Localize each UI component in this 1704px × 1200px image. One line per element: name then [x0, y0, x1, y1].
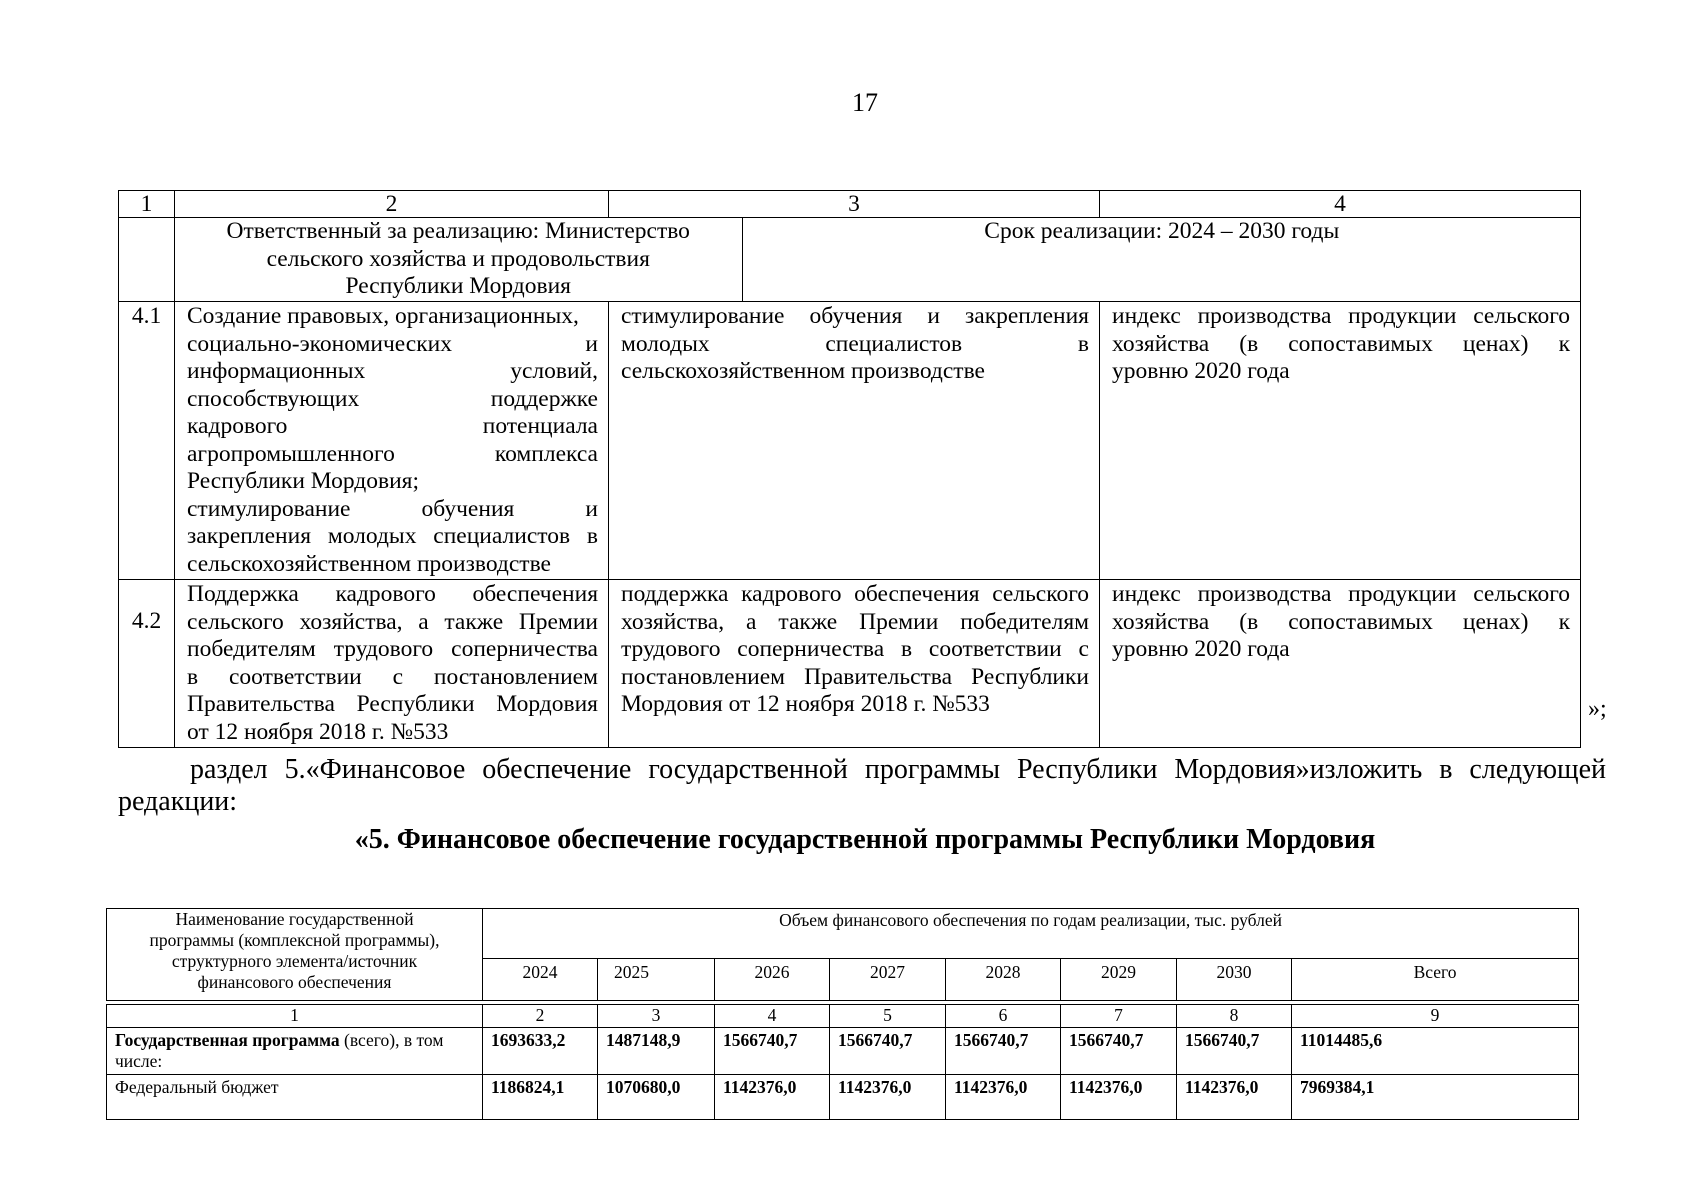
table-row: [107, 1075, 1579, 1120]
task-cell: [175, 302, 609, 580]
column-number-row: [107, 1005, 1579, 1028]
column-number: 9: [1292, 1005, 1579, 1028]
responsible-executor: [175, 218, 742, 301]
header-line: финансового обеспечения: [197, 972, 392, 992]
year-cell: 2025: [598, 959, 715, 1001]
responsible-line: Республики Мордовия: [345, 273, 571, 299]
task-line: социально-экономических и: [187, 330, 598, 357]
indicator-line: хозяйства (в сопоставимых ценах) к: [1112, 330, 1570, 357]
value-cell: 1142376,0: [1177, 1075, 1292, 1120]
value-cell: 1693633,2: [483, 1028, 598, 1075]
value-cell: 1566740,7: [715, 1028, 830, 1075]
year-cell: 2030: [1177, 959, 1292, 1001]
task-line: Правительства Республики Мордовия: [187, 691, 598, 717]
value-cell: 1566740,7: [1177, 1028, 1292, 1075]
task-line: Поддержка кадрового обеспечения: [187, 581, 598, 607]
total-cell: 11014485,6: [1292, 1028, 1579, 1075]
column-number: 8: [1177, 1005, 1292, 1028]
responsible-line: сельского хозяйства и продовольствия: [266, 245, 650, 272]
indicator-line: уровню 2020 года: [1112, 358, 1290, 384]
year-cell: 2024: [483, 959, 598, 1001]
column-number: 5: [830, 1005, 946, 1028]
task-line: сельскохозяйственном производстве: [187, 550, 551, 577]
table-header-row: [107, 909, 1579, 959]
total-header: Всего: [1292, 959, 1579, 1001]
row-label: [107, 1028, 483, 1075]
header-cell: 4: [1100, 191, 1581, 218]
row-number: 4.1: [119, 302, 175, 580]
row-number: 4.2: [119, 580, 175, 748]
result-cell: [609, 302, 1100, 580]
total-cell: 7969384,1: [1292, 1075, 1579, 1120]
table-row: [107, 1028, 1579, 1075]
value-cell: 1566740,7: [830, 1028, 946, 1075]
task-line: информационных условий,: [187, 358, 598, 384]
task-line: Республики Мордовия;: [187, 468, 419, 494]
table-row: [119, 302, 1581, 580]
table-row: [119, 580, 1581, 748]
value-cell: 1566740,7: [946, 1028, 1061, 1075]
section-title: «5. Финансовое обеспечение государственной программы Республики Мордовия: [354, 824, 1376, 855]
financing-table: [106, 908, 1579, 1120]
page-number: 17: [852, 88, 878, 117]
column-number: 3: [598, 1005, 715, 1028]
paragraph-line: раздел 5.«Финансовое обеспечение государственной программы Республики Мордовия»изложить в следующей: [190, 754, 1606, 785]
indicator-line: хозяйства (в сопоставимых ценах) к: [1112, 608, 1570, 635]
value-cell: 1142376,0: [946, 1075, 1061, 1120]
row-label-rest: (всего), в том числе:: [115, 1030, 444, 1071]
empty-cell: [119, 218, 175, 302]
result-line: молодых специалистов в: [621, 330, 1089, 357]
activities-table: [118, 190, 1581, 748]
result-line: сельскохозяйственном производстве: [621, 358, 985, 384]
column-number: 4: [715, 1005, 830, 1028]
header-cell: 1: [119, 191, 175, 218]
value-cell: 1566740,7: [1061, 1028, 1177, 1075]
name-header: [107, 909, 483, 1001]
indicator-line: индекс производства продукции сельского: [1112, 581, 1570, 607]
responsible-line: Ответственный за реализацию: Министерство: [226, 218, 690, 244]
value-cell: 1142376,0: [715, 1075, 830, 1120]
row-label: [107, 1075, 483, 1120]
value-cell: 1186824,1: [483, 1075, 598, 1120]
value-cell: 1142376,0: [830, 1075, 946, 1120]
header-cell: 2: [175, 191, 609, 218]
result-line: стимулирование обучения и закрепления: [621, 303, 1089, 329]
period-text: Срок реализации: 2024 – 2030 годы: [984, 218, 1340, 244]
column-number: 1: [107, 1005, 483, 1028]
task-line: Создание правовых, организационных,: [187, 303, 579, 329]
header-line: программы (комплексной программы),: [149, 930, 440, 950]
result-line: хозяйства, а также Премии победителям: [621, 608, 1089, 635]
task-line: стимулирование обучения и: [187, 495, 598, 522]
result-cell: [609, 580, 1100, 748]
value-cell: 1070680,0: [598, 1075, 715, 1120]
column-number: 7: [1061, 1005, 1177, 1028]
row-label-bold: Государственная программа: [115, 1030, 340, 1050]
indicator-cell: [1100, 580, 1581, 748]
header-line: структурного элемента/источник: [171, 951, 418, 971]
column-number: 2: [483, 1005, 598, 1028]
responsible-row: [119, 218, 1581, 302]
task-line: победителям трудового соперничества: [187, 636, 598, 662]
amendment-paragraph: [118, 754, 1606, 818]
task-line: от 12 ноября 2018 г. №533: [187, 718, 449, 745]
result-line: трудового соперничества в соответствии с: [621, 636, 1089, 662]
header-cell: 3: [609, 191, 1100, 218]
row-label-rest: Федеральный бюджет: [115, 1077, 279, 1097]
column-number: 6: [946, 1005, 1061, 1028]
volume-header: Объем финансового обеспечения по годам реализации, тыс. рублей: [483, 909, 1579, 959]
result-line: Мордовия от 12 ноября 2018 г. №533: [621, 691, 990, 717]
value-cell: 1142376,0: [1061, 1075, 1177, 1120]
year-cell: 2026: [715, 959, 830, 1001]
task-line: способствующих поддержке: [187, 385, 598, 412]
indicator-line: индекс производства продукции сельского: [1112, 303, 1570, 329]
task-line: закрепления молодых специалистов в: [187, 523, 598, 549]
paragraph-line: редакции:: [118, 786, 238, 817]
year-cell: 2029: [1061, 959, 1177, 1001]
closing-quote: »;: [1588, 696, 1607, 722]
year-cell: 2028: [946, 959, 1061, 1001]
task-line: в соответствии с постановлением: [187, 663, 598, 690]
year-cell: 2027: [830, 959, 946, 1001]
responsible-cell: [175, 218, 1581, 302]
indicator-line: уровню 2020 года: [1112, 636, 1290, 662]
value-cell: 1487148,9: [598, 1028, 715, 1075]
result-line: поддержка кадрового обеспечения сельского: [621, 581, 1089, 607]
implementation-period: [742, 218, 1581, 301]
header-line: Наименование государственной: [175, 909, 414, 929]
result-line: постановлением Правительства Республики: [621, 663, 1089, 690]
task-line: агропромышленного комплекса: [187, 440, 598, 467]
indicator-cell: [1100, 302, 1581, 580]
task-line: кадрового потенциала: [187, 413, 598, 439]
task-cell: [175, 580, 609, 748]
table-header-row: [119, 191, 1581, 218]
task-line: сельского хозяйства, а также Премии: [187, 608, 598, 635]
